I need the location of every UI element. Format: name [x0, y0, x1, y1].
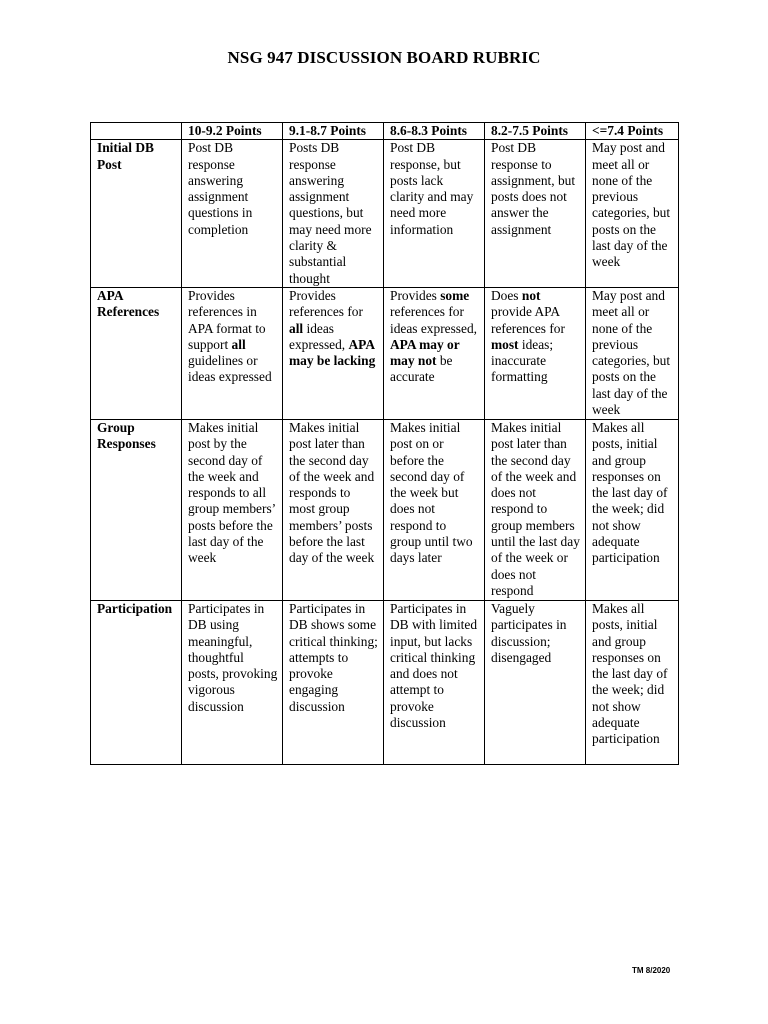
cell-text: ideas; inaccurate formatting	[491, 336, 554, 385]
cell-text: guidelines or ideas expressed	[188, 353, 272, 385]
document-title: NSG 947 DISCUSSION BOARD RUBRIC	[227, 48, 541, 67]
table-cell	[182, 140, 283, 288]
rubric-table	[90, 122, 679, 765]
cell-text: provide APA references for	[491, 304, 565, 336]
row-label: Initial DB Post	[91, 140, 182, 288]
emphasis-text: not	[521, 287, 541, 303]
row-label: APA References	[91, 287, 182, 419]
table-cell	[283, 600, 384, 764]
table-cell	[384, 140, 485, 288]
cell-text: be accurate	[390, 353, 453, 385]
cell-text: Provides references in APA format to support	[188, 287, 266, 352]
table-cell	[384, 287, 485, 419]
table-cell	[485, 419, 586, 600]
table-cell	[182, 287, 283, 419]
cell-text: references for ideas expressed,	[390, 304, 478, 336]
emphasis-text: APA may or may not	[390, 336, 460, 369]
table-cell	[182, 419, 283, 600]
table-cell	[586, 600, 679, 764]
cell-text: Provides	[390, 287, 441, 303]
cell-text: Makes initial post on or before the second day of the week but does not respond to group until two days later	[390, 419, 473, 566]
table-row	[91, 140, 679, 288]
table-cell	[384, 600, 485, 764]
header-row	[91, 123, 679, 140]
table-row	[91, 287, 679, 419]
emphasis-text: all	[289, 320, 304, 336]
cell-text: Makes initial post later than the second day of the week and responds to most group members’ posts before the last day of the week	[289, 419, 375, 566]
cell-text: May post and meet all or none of the previous categories, but posts on the last day of the week	[592, 140, 671, 270]
table-row	[91, 419, 679, 600]
header-cell-8.2-7.5: 8.2-7.5 Points	[485, 123, 586, 140]
table-cell	[485, 287, 586, 419]
cell-text: Makes initial post by the second day of the week and responds to all group members’ posts before the last day of the week	[188, 419, 276, 566]
emphasis-text: some	[440, 287, 470, 303]
cell-text: May post and meet all or none of the previous categories, but posts on the last day of the week	[592, 287, 671, 418]
header-cell-9.1-8.7: 9.1-8.7 Points	[283, 123, 384, 140]
cell-text: Does	[491, 287, 522, 303]
table-cell	[283, 419, 384, 600]
table-cell	[283, 287, 384, 419]
table-cell	[586, 419, 679, 600]
cell-text: Post DB response to assignment, but posts does not answer the assignment	[491, 140, 576, 237]
table-cell	[586, 140, 679, 288]
header-cell-7.4-or-less: <=7.4 Points	[586, 123, 679, 140]
row-label: Participation	[91, 600, 182, 764]
cell-text: Makes initial post later than the second day of the week and does not respond to group members until the last day of the week or does not respond	[491, 419, 580, 598]
row-label: Group Responses	[91, 419, 182, 600]
cell-text: Post DB response answering assignment questions in completion	[188, 140, 253, 237]
emphasis-text: most	[491, 336, 519, 352]
cell-text: Vaguely participates in discussion; disengaged	[491, 600, 567, 665]
header-cell-10-9.2: 10-9.2 Points	[182, 123, 283, 140]
cell-text: Participates in DB using meaningful, thoughtful posts, provoking vigorous discussion	[188, 600, 278, 714]
table-cell	[384, 419, 485, 600]
table-cell	[283, 140, 384, 288]
table-row	[91, 600, 679, 764]
cell-text: Participates in DB with limited input, but lacks critical thinking and does not attempt to provoke discussion	[390, 600, 478, 731]
emphasis-text: all	[231, 336, 246, 352]
footer-note: TM 8/2020	[632, 966, 671, 975]
table-cell	[485, 600, 586, 764]
cell-text: Provides references for	[289, 287, 363, 320]
table-cell	[586, 287, 679, 419]
emphasis-text: APA may be lacking	[289, 336, 376, 369]
table-cell	[182, 600, 283, 764]
header-cell-criteria	[91, 123, 182, 140]
table-cell	[485, 140, 586, 288]
cell-text: Makes all posts, initial and group responses on the last day of the week; did not show adequate participation	[592, 419, 668, 566]
header-cell-8.6-8.3: 8.6-8.3 Points	[384, 123, 485, 140]
cell-text: Makes all posts, initial and group responses on the last day of the week; did not show adequate participation	[592, 600, 668, 747]
cell-text: Post DB response, but posts lack clarity and may need more information	[390, 140, 474, 237]
cell-text: Participates in DB shows some critical thinking; attempts to provoke engaging discussion	[289, 600, 378, 714]
cell-text: Posts DB response answering assignment questions, but may need more clarity & substantial thought	[289, 140, 372, 286]
cell-text: ideas expressed,	[289, 320, 349, 352]
